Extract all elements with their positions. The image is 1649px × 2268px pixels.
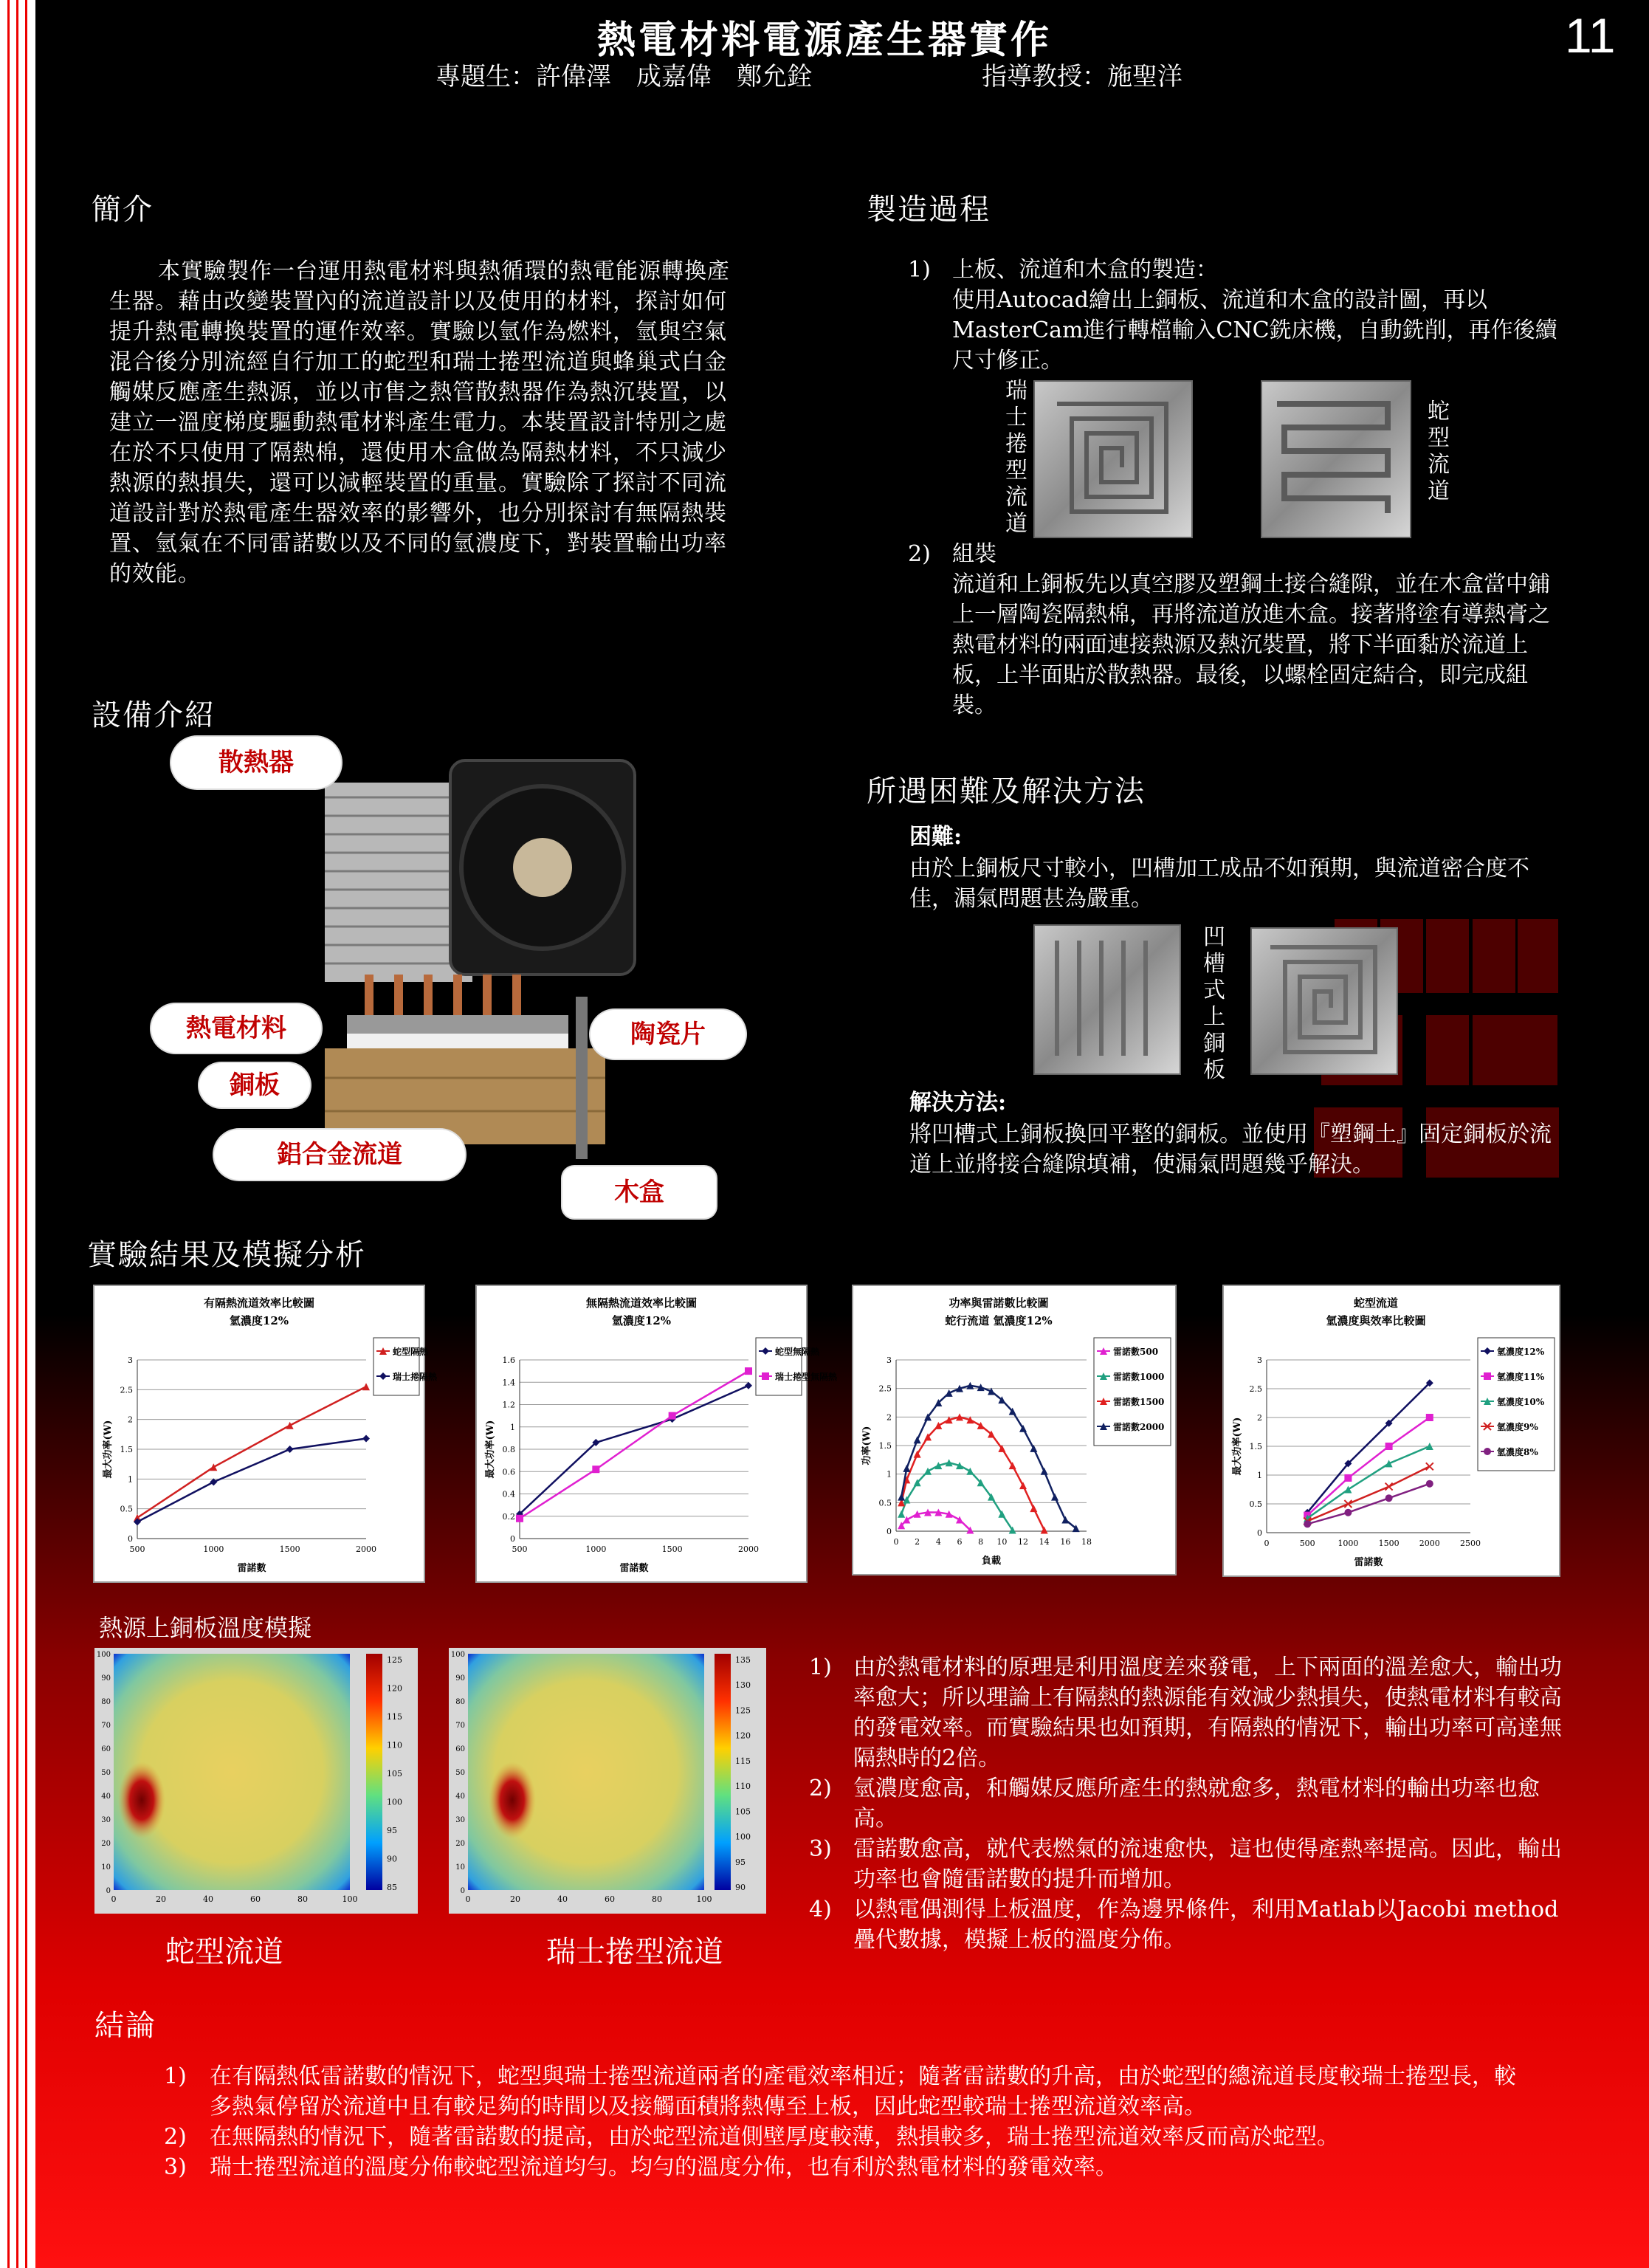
colorbar-label: 130 <box>735 1680 751 1691</box>
grooved-plate-label: 凹槽式上銅板 <box>1203 924 1225 1083</box>
intro-heading: 簡介 <box>92 193 154 227</box>
decor-block-5 <box>1518 919 1558 993</box>
data-point <box>1041 1468 1048 1475</box>
sim-label-serpentine: 蛇型流道 <box>165 1935 283 1969</box>
x-tick-label: 1000 <box>203 1544 224 1554</box>
series-line <box>1307 1446 1430 1519</box>
left-border <box>0 0 35 2268</box>
intro-text: 本實驗製作一台運用熱電材料與熱循環的熱電能源轉換產生器。藉由改變裝置內的流道設計以及使用的材料，探討如何提升熱電轉換裝置的運作效率。實驗以氫作為燃料，氫與空氣混合後分別流經自行加工的蛇型和瑞士捲型流道與蜂巢式白金觸媒反應產生熱源，並以市售之熱管散熱器作為熱沉裝置，以建立一溫度梯度驅動熱電材料產生電力。本裝置設計特別之處在於不只使用了隔熱棉，還使用木盒做為隔熱材料，不只減少熱源的熱損失，還可以減輕裝置的重量。實驗除了探討不同流道設計對於熱電產生器效率的影響外，也分別探討有無隔熱裝置、氫氣在不同雷諾數以及不同的氫濃度下，對裝置輸出功率的效能。 <box>109 258 730 587</box>
legend-marker <box>1484 1448 1491 1455</box>
x-tick-label: 18 <box>1081 1537 1092 1547</box>
x-tick-label: 2000 <box>738 1544 759 1554</box>
x-tick-label: 2000 <box>1419 1539 1440 1548</box>
colorbar-label: 90 <box>387 1854 397 1864</box>
solution-title: 解決方法: <box>909 1090 1007 1116</box>
y-tick-label: 0.5 <box>878 1498 892 1508</box>
y-tick-label: 0.8 <box>502 1445 515 1454</box>
data-point <box>362 1434 370 1442</box>
conclusion-1 <box>164 2061 1529 2122</box>
callout-woodbox: 木盒 <box>562 1166 716 1218</box>
process-item-1-num: 1) <box>908 257 931 283</box>
process-item-2-text: 流道和上銅板先以真空膠及塑鋼土接合縫隙，並在木盒當中鋪上一層陶瓷隔熱棉，再將流道放進木盒。接著將塗有導熱膏之熱電材料的兩面連接熱源及熱沉裝置，將下半面黏於流道上板，上半面貼於散熱器。最後，以螺栓固定結合，即完成組裝。 <box>952 571 1550 718</box>
data-point <box>592 1465 599 1473</box>
note-4 <box>809 1894 1562 1955</box>
note-3 <box>809 1834 1562 1894</box>
serpentine-plate-photo <box>1261 380 1411 538</box>
difficulty-heading: 所遇困難及解決方法 <box>867 774 1146 808</box>
colorbar-label: 105 <box>735 1807 751 1817</box>
note-2 <box>809 1773 1562 1834</box>
data-point <box>1344 1509 1352 1516</box>
legend-label: 瑞士捲隔熱 <box>393 1372 438 1382</box>
colorbar-label: 100 <box>387 1797 402 1807</box>
process-heading: 製造過程 <box>867 193 991 227</box>
sim-y-tick: 0 <box>106 1887 111 1895</box>
y-tick-label: 1 <box>128 1474 133 1485</box>
data-point <box>898 1511 905 1518</box>
y-tick-label: 0 <box>128 1534 133 1544</box>
y-axis-label: 最大功率(W) <box>485 1420 496 1479</box>
data-point <box>903 1465 910 1472</box>
data-point <box>1051 1494 1058 1501</box>
chart-power-load <box>852 1285 1177 1575</box>
chart-title: 有隔熱流道效率比較圖 <box>203 1296 315 1310</box>
sim-y-tick: 20 <box>455 1840 465 1848</box>
sim-y-tick: 20 <box>101 1840 111 1848</box>
data-point <box>1385 1460 1393 1467</box>
legend-label: 氫濃度9% <box>1497 1422 1538 1432</box>
y-tick-label: 2.5 <box>120 1385 133 1395</box>
x-tick-label: 12 <box>1018 1537 1028 1547</box>
data-point <box>362 1383 370 1390</box>
sim-y-tick: 40 <box>101 1793 111 1801</box>
callout-ceramic: 陶瓷片 <box>591 1010 746 1059</box>
process-item-2-title: 組裝 <box>952 541 996 567</box>
chart-subtitle: 氫濃度12% <box>611 1314 672 1327</box>
y-tick-label: 0 <box>510 1534 515 1544</box>
sim-y-tick: 50 <box>455 1769 465 1777</box>
sim-x-tick: 60 <box>605 1894 615 1904</box>
y-axis-label: 最大功率(W) <box>1232 1417 1243 1476</box>
legend-label: 蛇型隔熱 <box>393 1347 429 1357</box>
x-tick-label: 14 <box>1039 1537 1050 1547</box>
chart-subtitle: 氫濃度與效率比較圖 <box>1326 1314 1426 1327</box>
sim-y-tick: 90 <box>455 1674 465 1683</box>
process-item-2-num: 2) <box>908 541 931 567</box>
y-tick-label: 1.2 <box>502 1400 515 1410</box>
series-line <box>1307 1383 1430 1513</box>
data-point <box>1030 1505 1037 1512</box>
sim-y-tick: 70 <box>455 1722 465 1730</box>
conclusion-3 <box>164 2152 1529 2182</box>
y-tick-label: 0.4 <box>502 1489 515 1499</box>
note-1-text: 由於熱電材料的原理是利用溫度差來發電，上下兩面的溫差愈大，輸出功率愈大；所以理論上有隔熱的熱源能有效減少熱損失，使熱電材料有較高的發電效率。而實驗結果也如預期，有隔熱的情況下，輸出功率可高達無隔熱時的2倍。 <box>853 1654 1562 1771</box>
sim-y-tick: 90 <box>101 1674 111 1683</box>
x-tick-label: 0 <box>893 1537 899 1547</box>
colorbar-label: 85 <box>387 1883 397 1892</box>
data-point <box>946 1389 953 1397</box>
problem-title: 困難: <box>909 824 963 850</box>
y-tick-label: 1.4 <box>502 1378 515 1388</box>
colorbar-label: 120 <box>735 1731 751 1741</box>
x-axis-label: 雷諾數 <box>619 1563 649 1574</box>
sim-x-tick: 0 <box>111 1894 117 1904</box>
colorbar-label: 125 <box>387 1655 402 1665</box>
legend-label: 雷諾數1500 <box>1113 1397 1165 1407</box>
chart-insulated <box>93 1285 438 1583</box>
note-2-num: 2) <box>809 1776 832 1801</box>
data-point <box>924 1468 932 1475</box>
x-tick-label: 500 <box>512 1544 528 1554</box>
data-point <box>745 1367 752 1375</box>
grooved-plate-photo-2 <box>1250 927 1398 1075</box>
legend-label: 蛇型無隔熱 <box>775 1347 820 1357</box>
note-1-num: 1) <box>809 1654 832 1680</box>
x-axis-label: 雷諾數 <box>237 1563 266 1574</box>
sim-serpentine <box>94 1648 418 1914</box>
y-tick-label: 1.5 <box>120 1445 133 1454</box>
data-point <box>516 1515 523 1522</box>
colorbar-label: 135 <box>735 1655 751 1665</box>
swiss-roll-plate-photo <box>1033 380 1193 538</box>
callout-copper: 銅板 <box>199 1063 310 1107</box>
sim-y-tick: 100 <box>96 1651 111 1659</box>
decor-block-7 <box>1426 1015 1469 1085</box>
sim-heading: 熱源上銅板溫度模擬 <box>99 1614 312 1642</box>
y-tick-label: 1.5 <box>878 1441 892 1451</box>
data-point <box>286 1446 294 1453</box>
y-tick-label: 3 <box>1257 1355 1262 1365</box>
process-item-2 <box>908 539 1565 721</box>
sim-x-tick: 60 <box>250 1894 261 1904</box>
hot-spot <box>489 1762 536 1838</box>
series-line <box>1307 1466 1430 1521</box>
sim-swiss-roll <box>449 1648 766 1914</box>
advisor-line: 指導教授：施聖洋 <box>982 62 1182 92</box>
colorbar-label: 120 <box>387 1683 402 1694</box>
conclusion-1-text: 在有隔熱低雷諾數的情況下，蛇型與瑞士捲型流道兩者的產電效率相近；隨著雷諾數的升高，由於蛇型的總流道長度較瑞士捲型長，較多熱氣停留於流道中且有較足夠的時間以及接觸面積將熱傳至上板，因此蛇型較瑞士捲型流道效率高。 <box>210 2063 1516 2120</box>
note-2-text: 氫濃度愈高，和觸媒反應所產生的熱就愈多，熱電材料的輸出功率也愈高。 <box>853 1776 1540 1832</box>
chart-title: 蛇型流道 <box>1353 1296 1399 1310</box>
colorbar-label: 115 <box>387 1712 402 1722</box>
y-tick-label: 3 <box>128 1355 133 1365</box>
problem-text: 由於上銅板尺寸較小，凹槽加工成品不如預期，與流道密合度不佳，漏氣問題甚為嚴重。 <box>909 856 1529 912</box>
legend-label: 雷諾數500 <box>1113 1347 1159 1357</box>
grooved-plate-photo-1 <box>1033 924 1181 1075</box>
y-tick-label: 0 <box>1257 1528 1262 1538</box>
conclusion-list <box>164 2061 1529 2182</box>
sim-y-tick: 30 <box>455 1816 465 1824</box>
x-tick-label: 1500 <box>661 1544 683 1554</box>
sim-y-tick: 0 <box>460 1887 465 1895</box>
sim-x-tick: 20 <box>156 1894 166 1904</box>
sim-x-tick: 100 <box>342 1894 358 1904</box>
y-tick-label: 2.5 <box>878 1384 892 1394</box>
x-tick-label: 500 <box>129 1544 145 1554</box>
conclusion-2-num: 2) <box>164 2124 187 2150</box>
colorbar-label: 95 <box>735 1857 746 1867</box>
y-axis-label: 最大功率(W) <box>103 1420 114 1479</box>
swiss-roll-label: 瑞士捲型流道 <box>1005 378 1027 537</box>
decor-block-8 <box>1473 1015 1557 1085</box>
data-point <box>966 1468 974 1475</box>
sim-y-tick: 10 <box>455 1863 465 1872</box>
process-item-1-title: 上板、流道和木盒的製造： <box>952 257 1218 283</box>
legend-label: 雷諾數1000 <box>1113 1372 1165 1382</box>
data-point <box>1385 1443 1393 1450</box>
data-point <box>1385 1483 1393 1491</box>
x-axis-label: 負載 <box>981 1556 1002 1567</box>
legend-label: 雷諾數2000 <box>1113 1422 1165 1432</box>
sim-y-tick: 70 <box>101 1722 111 1730</box>
conclusion-3-num: 3) <box>164 2154 187 2180</box>
x-tick-label: 1500 <box>279 1544 300 1554</box>
results-notes <box>809 1652 1562 1955</box>
conclusion-1-num: 1) <box>164 2063 187 2089</box>
x-tick-label: 2000 <box>356 1544 376 1554</box>
conclusion-heading: 結論 <box>94 2009 156 2043</box>
colorbar-label: 110 <box>387 1740 402 1750</box>
legend-marker <box>1484 1372 1491 1380</box>
x-tick-label: 10 <box>996 1537 1008 1547</box>
solution-text: 將凹槽式上銅板換回平整的銅板。並使用『塑鋼土』固定銅板於流道上並將接合縫隙填補，使漏氣問題幾乎解決。 <box>909 1121 1552 1178</box>
y-tick-label: 3 <box>887 1355 892 1365</box>
colorbar-label: 105 <box>387 1769 402 1779</box>
y-tick-label: 2 <box>1257 1413 1262 1423</box>
note-3-text: 雷諾數愈高，就代表燃氣的流速愈快，這也使得產熱率提高。因此，輸出功率也會隨雷諾數的提升而增加。 <box>853 1836 1562 1892</box>
conclusion-2-text: 在無隔熱的情況下，隨著雷諾數的提高，由於蛇型流道側壁厚度較薄，熱損較多，瑞士捲型流道效率反而高於蛇型。 <box>210 2124 1339 2150</box>
legend-label: 氫濃度8% <box>1497 1447 1538 1457</box>
legend-label: 瑞士捲型無隔熱 <box>775 1372 838 1382</box>
chart-title: 功率與雷諾數比較圖 <box>949 1296 1049 1310</box>
y-tick-label: 1.6 <box>502 1355 515 1365</box>
sim-x-tick: 80 <box>297 1894 308 1904</box>
x-tick-label: 6 <box>957 1537 963 1547</box>
x-tick-label: 2500 <box>1460 1539 1481 1548</box>
legend-label: 氫濃度10% <box>1497 1397 1545 1407</box>
y-tick-label: 1 <box>1257 1471 1262 1480</box>
sim-y-tick: 80 <box>101 1698 111 1706</box>
chart-title: 無隔熱流道效率比較圖 <box>585 1296 698 1310</box>
results-heading: 實驗結果及模擬分析 <box>87 1238 366 1272</box>
data-point <box>1019 1482 1027 1489</box>
y-tick-label: 0.5 <box>1249 1499 1262 1509</box>
data-point <box>669 1412 676 1420</box>
y-tick-label: 0 <box>887 1527 892 1536</box>
callout-heatsink: 散熱器 <box>171 737 341 788</box>
x-tick-label: 4 <box>935 1537 941 1547</box>
colorbar <box>715 1654 731 1890</box>
data-point <box>1041 1526 1048 1533</box>
colorbar-label: 95 <box>387 1826 397 1835</box>
sim-x-tick: 100 <box>696 1894 712 1904</box>
process-item-1-text: 使用Autocad繪出上銅板、流道和木盒的設計圖，再以MasterCam進行轉檔輸入CNC銑床機，自動銑削，再作後續尺寸修正。 <box>952 287 1557 374</box>
serpentine-label: 蛇型流道 <box>1428 399 1450 504</box>
chart-uninsulated <box>475 1285 838 1583</box>
data-point <box>210 1478 217 1485</box>
data-point <box>1385 1494 1393 1502</box>
data-point <box>1426 1463 1433 1470</box>
chart-h2-concentration <box>1222 1285 1560 1577</box>
series-line <box>137 1386 366 1517</box>
decor-block-3 <box>1426 919 1469 993</box>
data-point <box>914 1436 921 1443</box>
series-line <box>137 1438 366 1522</box>
x-tick-label: 2 <box>915 1537 920 1547</box>
sim-y-tick: 100 <box>450 1651 465 1659</box>
x-tick-label: 16 <box>1060 1537 1071 1547</box>
conclusion-2 <box>164 2122 1529 2152</box>
y-tick-label: 1 <box>510 1422 515 1432</box>
hot-spot <box>118 1762 165 1838</box>
sim-y-tick: 60 <box>101 1745 111 1753</box>
data-point <box>745 1382 752 1389</box>
chart-subtitle: 氫濃度12% <box>229 1314 289 1327</box>
series-line <box>901 1386 1076 1528</box>
sim-y-tick: 60 <box>455 1745 465 1753</box>
x-tick-label: 1000 <box>585 1544 607 1554</box>
note-1 <box>809 1652 1562 1773</box>
chart-subtitle: 蛇行流道 氫濃度12% <box>945 1314 1053 1327</box>
data-point <box>934 1422 942 1429</box>
note-4-text: 以熱電偶測得上板溫度，作為邊界條件，利用Matlab以Jacobi method疊代數據，模擬上板的溫度分佈。 <box>853 1897 1559 1953</box>
series-line <box>1307 1418 1430 1516</box>
x-tick-label: 1500 <box>1378 1539 1400 1548</box>
data-point <box>210 1463 217 1471</box>
sim-x-tick: 40 <box>557 1894 568 1904</box>
colorbar <box>366 1654 382 1890</box>
colorbar-label: 125 <box>735 1705 751 1716</box>
colorbar-label: 90 <box>735 1883 746 1892</box>
note-4-num: 4) <box>809 1897 832 1922</box>
y-tick-label: 0.2 <box>502 1511 515 1522</box>
y-axis-label: 功率(W) <box>861 1426 872 1465</box>
x-tick-label: 0 <box>1264 1539 1270 1548</box>
sim-x-tick: 80 <box>652 1894 662 1904</box>
equipment-photo <box>280 753 694 1166</box>
y-tick-label: 2 <box>887 1412 892 1423</box>
sim-x-tick: 40 <box>203 1894 213 1904</box>
series-line <box>520 1371 748 1519</box>
page-number: 11 <box>1565 8 1616 63</box>
sim-y-tick: 40 <box>455 1793 465 1801</box>
sim-y-tick: 50 <box>101 1769 111 1777</box>
data-point <box>1061 1516 1069 1524</box>
x-tick-label: 500 <box>1299 1539 1315 1548</box>
poster-title: 熱電材料電源產生器實作 <box>596 18 1052 63</box>
y-tick-label: 2.5 <box>1249 1384 1262 1394</box>
data-point <box>1344 1474 1352 1482</box>
legend-label: 氫濃度11% <box>1497 1372 1545 1382</box>
x-tick-label: 1000 <box>1338 1539 1359 1548</box>
colorbar-label: 115 <box>735 1756 751 1766</box>
students-line: 專題生：許偉澤 成嘉偉 鄭允銓 <box>436 62 812 92</box>
y-tick-label: 0.5 <box>120 1504 133 1514</box>
sim-y-tick: 10 <box>101 1863 111 1872</box>
x-axis-label: 雷諾數 <box>1354 1557 1383 1568</box>
x-tick-label: 8 <box>978 1537 984 1547</box>
decor-block-4 <box>1473 919 1515 993</box>
data-point <box>1304 1520 1311 1528</box>
callout-te-material: 熱電材料 <box>151 1004 321 1053</box>
data-point <box>286 1422 294 1429</box>
process-item-1 <box>908 255 1565 376</box>
y-tick-label: 0.6 <box>502 1467 515 1477</box>
legend-label: 氫濃度12% <box>1497 1347 1545 1357</box>
data-point <box>977 1422 985 1429</box>
data-point <box>1426 1480 1433 1488</box>
equipment-heading: 設備介紹 <box>92 698 216 732</box>
colorbar-label: 100 <box>735 1832 751 1842</box>
note-3-num: 3) <box>809 1836 832 1862</box>
sim-y-tick: 80 <box>455 1698 465 1706</box>
data-point <box>956 1516 963 1524</box>
colorbar-label: 110 <box>735 1781 751 1792</box>
sim-y-tick: 30 <box>101 1816 111 1824</box>
conclusion-3-text: 瑞士捲型流道的溫度分佈較蛇型流道均勻。均勻的溫度分佈，也有利於熱電材料的發電效率。 <box>210 2154 1118 2180</box>
legend-marker <box>762 1372 769 1380</box>
y-tick-label: 1 <box>887 1469 892 1480</box>
sim-x-tick: 0 <box>465 1894 471 1904</box>
series-line <box>901 1463 1013 1530</box>
y-tick-label: 1.5 <box>1249 1442 1262 1451</box>
data-point <box>1426 1414 1433 1421</box>
y-tick-label: 2 <box>128 1415 133 1425</box>
sim-x-tick: 20 <box>510 1894 520 1904</box>
sim-label-swiss-roll: 瑞士捲型流道 <box>546 1935 723 1969</box>
callout-channel: 鋁合金流道 <box>214 1130 465 1180</box>
